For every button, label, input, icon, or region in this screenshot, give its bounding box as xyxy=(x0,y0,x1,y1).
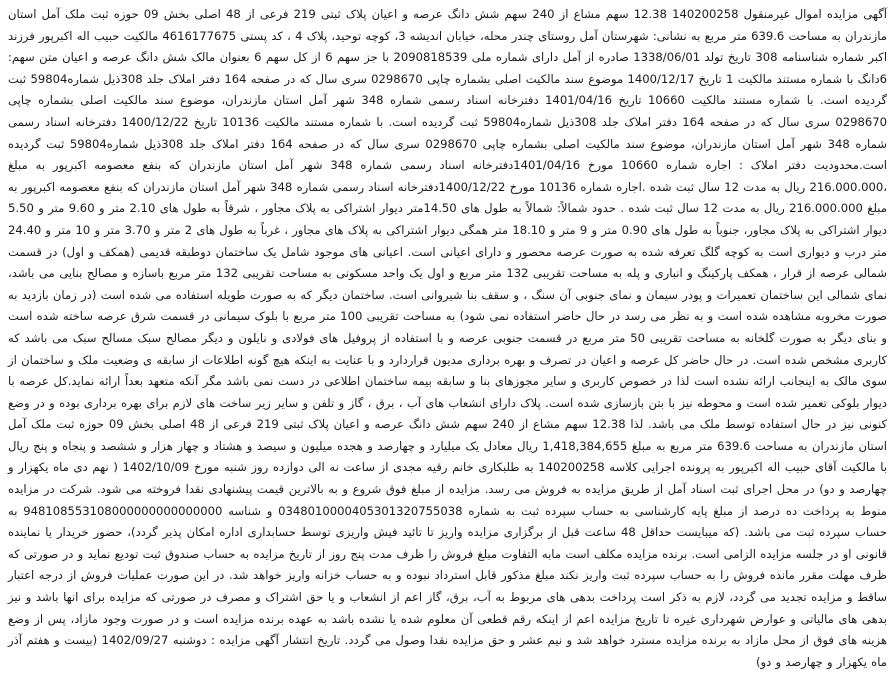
notice-body: آگهی مزایده اموال غیرمنقول 140200258 12.38 سهم مشاع از 240 سهم شش دانگ عرصه و اعیان پلاک ثبتی 219 فرعی از 48 اصلی بخش 09 حوزه ثبت ملک آمل استان مازندران به مساحت 639.6 متر مربع به نشانی: شهرستان آمل روستای چندر محله، خیابان اندیشه 3، کوچه توحید، پلاک 4 ، کد پستی 4616177675 مالکیت حبیب اله اکبرپور فرزند اکبر شماره شناسنامه 308 تاریخ تولد 1338/06/01 صادره از آمل دارای شماره ملی 2090818539 با جز سهم 6 از کل سهم 6 بعنوان مالک شش دانگ عرصه و اعیان متن سهم: 6دانگ با شماره مستند مالکیت 1 تاریخ 1400/12/17 موضوع سند مالکیت اصلی بشماره چاپی 0298670 سری سال که در صفحه 164 دفتر املاک جلد 308ذیل شماره59804 ثبت گردیده است. با شماره مستند مالکیت 10660 تاریخ 1401/04/16 دفترخانه اسناد رسمی شماره 348 شهر آمل استان مازندران، موضوع سند مالکیت اصلی بشماره چاپی 0298670 سری سال که در صفحه 164 دفتر املاک جلد 308ذیل شماره59804 ثبت گردیده است. با شماره مستند مالکیت 10136 تاریخ 1400/12/22 دفترخانه اسناد رسمی شماره 348 شهر آمل استان مازندران، موضوع سند مالکیت اصلی بشماره چاپی 0298670 سری سال که در صفحه 164 دفتر املاک جلد 308ذیل شماره59804 ثبت گردیده است.محدودیت دفتر املاک : اجاره شماره 10660 مورخ 1401/04/16دفترخانه اسناد رسمی شماره 348 شهر آمل استان مازندران که بنفع معصومه اکبرپور به مبلغ ،216.000.000 ریال به مدت 12 سال ثبت شده .اجاره شماره 10136 مورخ 1400/12/22دفترخانه اسناد رسمی شماره 348 شهر آمل استان مازندران که بنفع معصومه اکبرپور به مبلغ 216.000.000 ریال به مدت 12 سال ثبت شده . حدود شمالاً: شمالاً به طول های 14.50متر دیوار اشتراکی به پلاک مجاور ، شرقاً به طول های 2.10 متر و 9.60 متر و 5.50 دیوار اشتراکی به پلاک مجاور، جنوباً به طول های 0.90 متر و 9 متر و 18.10 متر همگی دیوار اشتراکی به پلاک های مجاور ، غرباً به طول های 2 متر و 3.70 متر و 10 متر و 24.40 متر درب و دیواری است به کوچه گلگ تعرفه شده به صورت عرصه محصور و دارای اعیانی است. اعیانی های موجود شامل یک ساختمان دوطبقه قدیمی (همکف و اول) در قسمت شمالی عرصه از قرار ، همکف پارکینگ و انباری و پله به مساحت تقریبی 132 متر مربع و اول یک واحد مسکونی به مساحت تقریبی 132 متر مربع باسازه و مصالح بنایی می باشد، نمای شمالی این ساختمان تعمیرات و پودر سیمان و نمای جنوبی آن سنگ ، و سقف بنا شیروانی است. ساختمان دیگر که به صورت طویله استفاده می شده است (در زمان بازدید به صورت مخروبه مشاهده شده است و به نظر می رسد در حال حاضر استفاده نمی شود) به مساحت تقریبی 100 متر مربع با بلوک سیمانی در قسمت شرق عرصه ساخته شده است و بنای دیگر به صورت گلخانه به مساحت تقریبی 50 متر مربع در قسمت جنوبی عرصه و با استفاده از پروفیل های فولادی و نایلون و دیگر مصالح سبک مسالح سبک می باشد که کاربری مشخص شده است. در حال حاضر کل عرصه و اعیان در تصرف و بهره برداری مدیون قراردارد و با عنایت به اینکه هیچ گونه اطلاعات از سابقه ی وضعیت ملک و ساختمان از سوی مالک به اینجانب ارائه نشده است لذا در خصوص کاربری و سایر مجوزهای بنا و سابقه بیمه ساختمان اطلاعی در دست نمی باشد مگر آنکه متعهد بعداً ارائه نماید.کل عرصه با دیوار بلوکی تعمیر شده است و محوطه نیز با بتن بازسازی شده است. پلاک دارای انشعاب های آب ، برق ، گاز و تلفن و سایر زیر ساخت های لازم برای بهره برداری بوده و در وضع کنونی نیز در حال استفاده توسط ملک می باشد. لذا 12.38 سهم مشاع از 240 سهم شش دانگ عرصه و اعیان پلاک ثبتی 219 فرعی از 48 اصلی بخش 09 حوزه ثبت ملک آمل استان مازندران به مساحت 639.6 متر مربع به مبلغ 1,418,384,655 ریال معادل یک میلیارد و چهارصد و هجده میلیون و سیصد و هشتاد و چهار هزار و ششصد و پنجاه و پنج ریال با مالکیت آقای حبیب اله اکبرپور به پرونده اجرایی کلاسه 140200258 به طلبکاری خانم رقیه مجدی از ساعت نه الی دوازده روز شنبه مورخ 1402/10/09 ( نهم دی ماه یکهزار و چهارصد و دو) در محل اجرای ثبت اسناد آمل از طریق مزایده به فروش می رسد. مزایده از مبلغ فوق شروع و به بالاترین قیمت پیشنهادی نقدا فروخته می شود. شرکت در مزایده منوط به پرداخت ده درصد از مبلغ پایه کارشناسی به حساب سپرده ثبت به شماره 0348010000405301320755038 و شناسه 948108553108000000000000000 به حساب سپرده ثبت می باشد. (که میبایست حداقل 48 ساعت قبل از برگزاری مزایده واریز تا تائید فیش واریزی توسط حسابداری اداره امکان پذیر گردد)، حضور خریدار یا نماینده قانونی او در جلسه مزایده الزامی است. برنده مزایده مکلف است مابه التفاوت مبلغ فروش را ظرف مدت پنج روز از تاریخ مزایده به حساب صندوق ثبت تودیع نماید و در صورتی که ظرف مهلت مقرر مانده فروش را به حساب سپرده ثبت واریز نکند مبلغ مذکور قابل استرداد نبوده و به حساب خزانه واریز خواهد شد. در این صورت عملیات فروش از درجه اعتبار ساقط و مزایده تجدید می گردد، لازم به ذکر است پرداخت بدهی های مربوط به آب، برق، گاز اعم از انشعاب و یا حق اشتراک و مصرف در صورتی که مزایده برای انها باشد و نیز بدهی های مالیاتی و عوارض شهرداری غیره تا تاریخ مزایده اعم از اینکه رقم قطعی آن معلوم شده یا نشده باشد به عهده برنده مزایده است و در صورت وجود مازاد، پس از وضع هزینه های فوق از محل مازاد به برنده مزایده مسترد خواهد شد و نیم عشر و حق مزایده نقدا وصول می گردد. تاریخ انتشار آگهی مزایده : دوشنبه 1402/09/27 (بیست و هفتم آذر ماه یکهزار و چهارصد و دو) xyxy=(8,7,888,669)
